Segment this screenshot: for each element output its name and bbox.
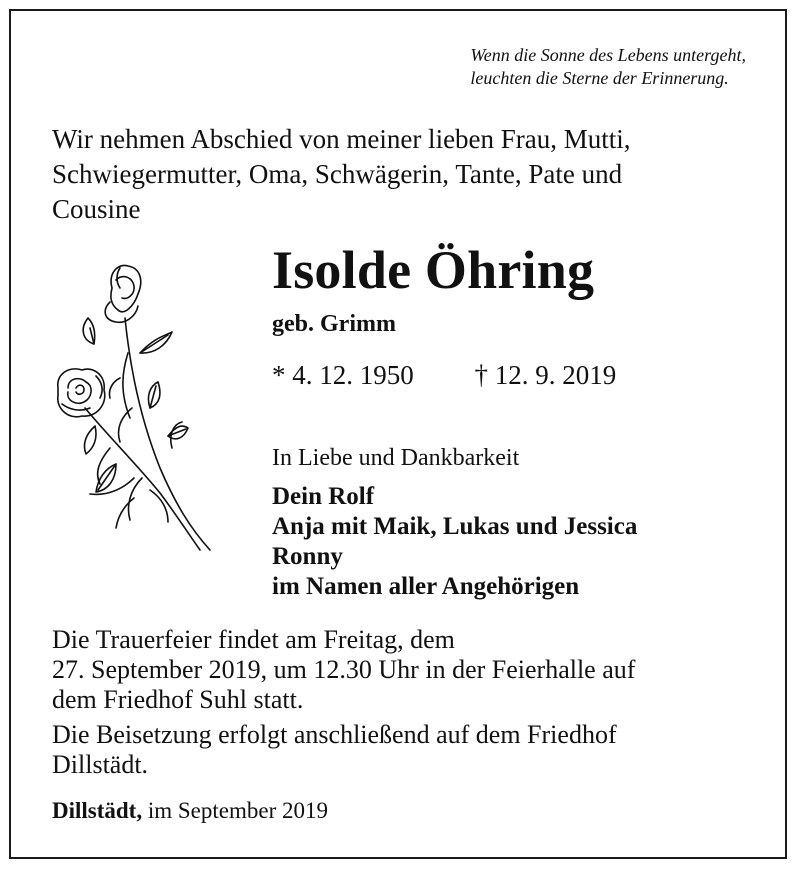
rose-icon (50, 258, 225, 558)
intro-line: Schwiegermutter, Oma, Schwägerin, Tante, Pate und (52, 159, 623, 189)
funeral-line: dem Friedhof Suhl statt. (52, 685, 304, 714)
mourners-intro: In Liebe und Dankbarkeit (272, 445, 520, 471)
burial-line: Dillstädt. (52, 750, 149, 779)
funeral-line: Die Trauerfeier findet am Freitag, dem (52, 625, 455, 654)
birth-date: * 4. 12. 1950 (272, 360, 414, 390)
funeral-line: 27. September 2019, um 12.30 Uhr in der Feierhalle auf (52, 655, 636, 684)
footer-place: Dillstädt, (52, 798, 143, 823)
burial-line: Die Beisetzung erfolgt anschließend auf dem Friedhof (52, 720, 617, 749)
funeral-paragraph (52, 625, 752, 715)
motto-line: leuchten die Sterne der Erinnerung. (470, 68, 729, 88)
intro-text (52, 122, 752, 227)
service-info (52, 625, 752, 785)
mourner-name: Dein Rolf (272, 483, 375, 510)
mourner-name: im Namen aller Angehörigen (272, 573, 580, 600)
death-date: † 12. 9. 2019 (474, 360, 617, 390)
mourner-name: Ronny (272, 543, 343, 570)
place-date-footer (52, 798, 328, 824)
motto-line: Wenn die Sonne des Lebens untergeht, (470, 45, 746, 65)
deceased-name: Isolde Öhring (272, 240, 595, 300)
mourner-name: Anja mit Maik, Lukas und Jessica (272, 513, 638, 540)
life-dates (272, 360, 616, 391)
birth-name: geb. Grimm (272, 311, 396, 337)
footer-date: im September 2019 (147, 798, 328, 823)
intro-line: Cousine (52, 194, 141, 224)
motto-quote (470, 44, 746, 90)
burial-paragraph (52, 720, 752, 780)
mourners-list (272, 482, 637, 602)
intro-line: Wir nehmen Abschied von meiner lieben Frau, Mutti, (52, 124, 631, 154)
